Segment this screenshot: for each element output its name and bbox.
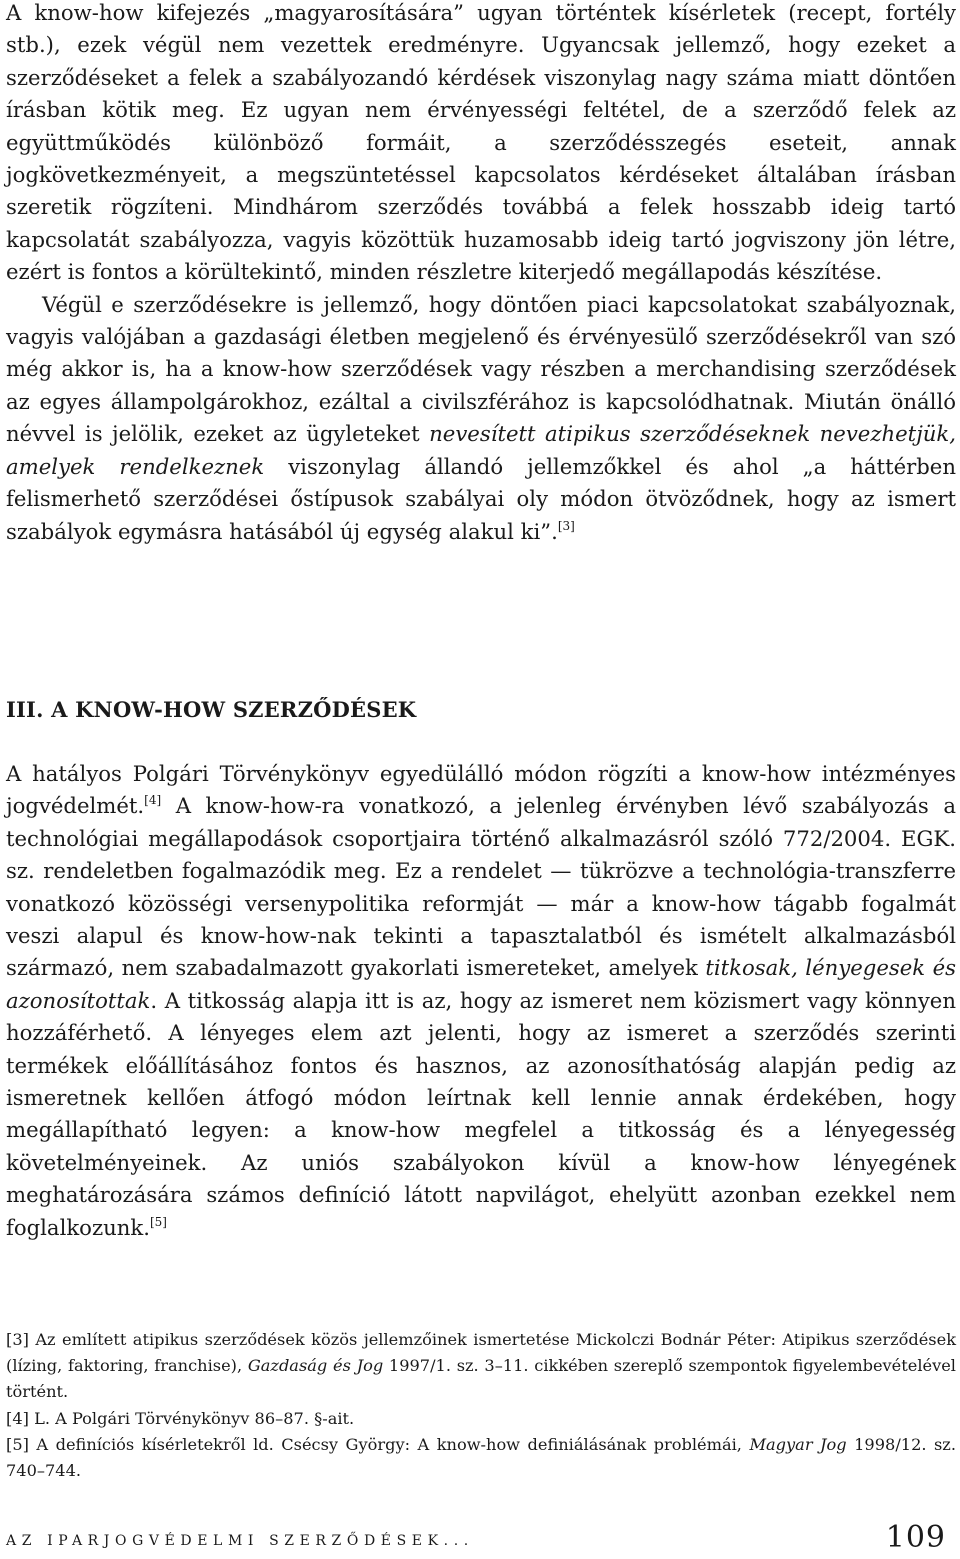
footnote-3-text-b: 1997/1. sz. 3–11. cikkében szereplő szempontok figyelembevételével történt.: [6, 1356, 956, 1402]
running-head: AZ IPARJOGVÉDELMI SZERZŐDÉSEK...: [6, 1533, 474, 1549]
footnote-5-text-b: 1998/12. sz. 740–744.: [6, 1434, 956, 1481]
footnote-ref-4[interactable]: [4]: [144, 793, 162, 808]
body-text: [6, 0, 956, 548]
footnote-ref-5[interactable]: [5]: [149, 1214, 167, 1229]
section-paragraph-italic: titkosak, lényegesek és azonosítottak: [6, 955, 956, 1013]
section-paragraph: [6, 758, 956, 1244]
section-body: [6, 758, 956, 1244]
section-paragraph-text-c: . A titkosság alapja itt is az, hogy az ismeret nem közismert vagy könnyen hozzáférhető. A lényeges elem azt jelenti, hogy az ismeret a szerződés szerinti termékek előállításához fontos és hasznos, az azonosíthatóság alapján pedig az ismeretnek kellően átfogó módon leírtnak kell lennie annak érdekében, hogy megállapítható legyen: a know-how megfelel a titkosság és a lényegesség követelményeinek. Az uniós szabályokon kívül a know-how lényegének meghatározására számos definíció látott napvilágot, ehelyütt azonban ezekkel nem foglalkozunk.: [6, 987, 956, 1240]
section-paragraph-text-a: A hatályos Polgári Törvénykönyv egyedülálló módon rögzíti a know-how intézményes jogvédelmét.: [6, 761, 956, 819]
footnote-3-text-a: [3] Az említett atipikus szerződések közös jellemzőinek ismertetése Mickolczi Bodnár Péter: Atipikus szerződések (lízing, faktoring, franchise),: [6, 1330, 956, 1376]
footnote-5-text-a: [5] A definíciós kísérletekről ld. Csécsy György: A know-how definiálásának problémái,: [6, 1434, 750, 1454]
paragraph-1: [6, 0, 956, 289]
page-number: 109: [885, 1520, 946, 1555]
footnote-ref-3[interactable]: [3]: [557, 518, 575, 533]
paragraph-1-text: A know-how kifejezés „magyarosítására” ugyan történtek kísérletek (recept, fortély stb.), ezek végül nem vezettek eredményre. Ugyancsak jellemző, hogy ezeket a szerződéseket a felek a szabályozandó kérdések viszonylag nagy száma miatt döntően írásban kötik meg. Ez ugyan nem érvényességi feltétel, de a szerződő felek az együttműködés különböző formáit, a szerződésszegés eseteit, annak jogkövetkezményeit, a megszüntetéssel kapcsolatos kérdéseket általában írásban szeretik rögzíteni. Mindhárom szerződés továbbá a felek hosszabb ideig tartó kapcsolatát szabályozza, vagyis közöttük huzamosabb ideig tartó jogviszony jön létre, ezért is fontos a körültekintő, minden részletre kiterjedő megállapodás készítése.: [6, 0, 956, 285]
page-footer: [6, 1520, 946, 1555]
footnote-3-italic: Gazdaság és Jog: [247, 1356, 384, 1376]
paragraph-2-text-b: viszonylag állandó jellemzőkkel és ahol „a háttérben felismerhető szerződései őstípusok szabályai oly módon ötvöződnek, hogy az ismert szabályok egymásra hatásából új egység alakul ki”.: [6, 453, 956, 544]
paragraph-2-italic: nevesített atipikus szerződéseknek nevezhetjük, amelyek rendelkeznek: [6, 421, 956, 479]
paragraph-2-text-a: Végül e szerződésekre is jellemző, hogy döntően piaci kapcsolatokat szabályoznak, vagyis valójában a gazdasági életben megjelenő és érvényesülő szerződésekről van szó még akkor is, ha a know-how szerződések vagy részben a merchandising szerződések az egyes állampolgárokhoz, ezáltal a civilszférához is kapcsolódhatnak. Miután önálló névvel is jelölik, ezeket az ügyleteket: [6, 291, 956, 447]
footnotes: [6, 1327, 956, 1484]
section-heading: III. A KNOW-HOW SZERZŐDÉSEK: [6, 697, 417, 722]
section-paragraph-text-b: A know-how-ra vonatkozó, a jelenleg érvényben lévő szabályozás a technológiai megállapodások csoportjaira történő alkalmazásról szóló 772/2004. EGK. sz. rendeletben fogalmazódik meg. Ez a rendelet — tükrözve a technológia-transzferre vonatkozó közösségi versenypolitika reformját — már a know-how tágabb fogalmát veszi alapul és know-how-nak tekinti a tapasztalatból és ismételt alkalmazásból származó, nem szabadalmazott gyakorlati ismereteket, amelyek: [6, 793, 956, 981]
footnote-4: [4] L. A Polgári Törvénykönyv 86–87. §-ait.: [6, 1408, 355, 1428]
footnote-3: [6, 1327, 956, 1406]
footnote-5-italic: Magyar Jog: [749, 1434, 847, 1454]
footnote-5: [6, 1432, 956, 1484]
paragraph-2: [6, 289, 956, 548]
